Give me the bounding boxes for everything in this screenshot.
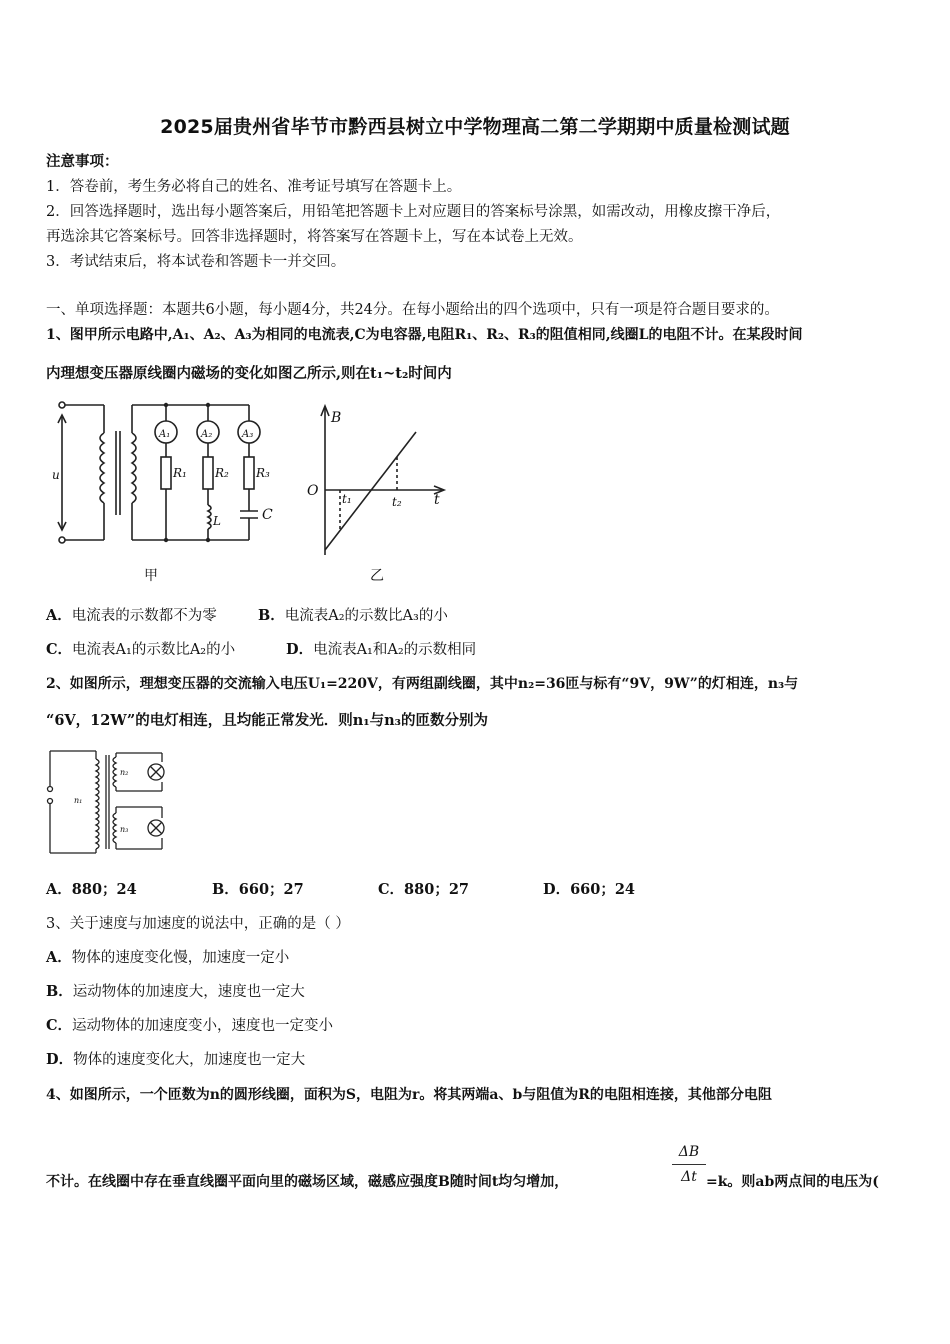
- label-t2: t₂: [392, 495, 402, 509]
- option-text: 660；27: [238, 881, 304, 898]
- option-text: 运动物体的加速度变小，速度也一定变小: [72, 1018, 334, 1034]
- label-u: u: [52, 468, 60, 482]
- transformer-figure: [44, 745, 174, 860]
- option-key: D．: [46, 1051, 74, 1068]
- q3-option-a[interactable]: [46, 948, 289, 968]
- option-key: B．: [212, 881, 239, 898]
- q2-option-d[interactable]: [543, 880, 635, 900]
- option-key: B．: [46, 983, 73, 1000]
- q3-option-d[interactable]: [46, 1050, 305, 1070]
- notice-item: 1．答卷前，考生务必将自己的姓名、准考证号填写在答题卡上。: [46, 179, 462, 195]
- option-text: 运动物体的加速度大，速度也一定大: [72, 984, 305, 1000]
- option-text: 物体的速度变化慢，加速度一定小: [71, 950, 290, 966]
- option-key: D．: [543, 881, 571, 898]
- circuit-figure-jia: [46, 395, 286, 590]
- label-r2: R₂: [215, 466, 229, 480]
- option-text: 660；24: [570, 881, 636, 898]
- q2-option-a[interactable]: [46, 880, 137, 900]
- option-text: 电流表的示数都不为零: [71, 608, 217, 624]
- section-heading: 一、单项选择题：本题共6小题，每小题4分，共24分。在每小题给出的四个选项中，只有一项是符合题目要求的。: [46, 302, 779, 318]
- q1-option-d[interactable]: [286, 640, 476, 660]
- notice-item: 3．考试结束后，将本试卷和答题卡一并交回。: [46, 254, 346, 270]
- option-text: 电流表A₁和A₂的示数相同: [313, 642, 477, 658]
- q4-stem-line1: 4、如图所示，一个匝数为n的圆形线圈，面积为S，电阻为r。将其两端a、b与阻值为R的电阻相连接，其他部分电阻: [46, 1087, 772, 1103]
- label-a3: A₃: [242, 429, 254, 440]
- label-l: L: [213, 514, 221, 528]
- option-text: 880；24: [71, 881, 137, 898]
- figure-caption-jia: 甲: [144, 568, 158, 584]
- option-key: D．: [286, 641, 314, 658]
- q2-option-c[interactable]: [378, 880, 469, 900]
- option-text: 电流表A₂的示数比A₃的小: [284, 608, 448, 624]
- label-r3: R₃: [256, 466, 270, 480]
- label-n2: n₂: [120, 768, 129, 777]
- label-t-axis: t: [434, 492, 440, 508]
- delta-b-over-delta-t: [672, 1144, 706, 1185]
- label-a2: A₂: [201, 429, 213, 440]
- page-title: 2025届贵州省毕节市黔西县树立中学物理高二第二学期期中质量检测试题: [160, 116, 790, 138]
- option-text: 物体的速度变化大，加速度也一定大: [73, 1052, 306, 1068]
- frac-bar: [672, 1164, 706, 1165]
- q3-stem: 3、关于速度与加速度的说法中，正确的是（ ）: [46, 916, 350, 932]
- q1-option-c[interactable]: [46, 640, 235, 660]
- q1-option-a[interactable]: [46, 606, 217, 626]
- notice-item: 再选涂其它答案标号。回答非选择题时，将答案写在答题卡上，写在本试卷上无效。: [46, 229, 583, 245]
- option-key: B．: [258, 607, 285, 624]
- option-key: A．: [46, 949, 72, 966]
- frac-denominator: Δt: [681, 1169, 697, 1185]
- bt-graph-yi: [300, 400, 460, 590]
- option-key: C．: [46, 1017, 73, 1034]
- q4-stem-line2b: =k。则ab两点间的电压为(: [706, 1174, 879, 1190]
- label-b-axis: B: [331, 410, 342, 426]
- q1-stem-line1: 1、图甲所示电路中,A₁、A₂、A₃为相同的电流表,C为电容器,电阻R₁、R₂、R₃的阻值相同,线圈L的电阻不计。在某段时间: [46, 327, 803, 343]
- option-key: C．: [46, 641, 73, 658]
- figure-caption-yi: 乙: [370, 568, 384, 584]
- q2-stem-line1: 2、如图所示，理想变压器的交流输入电压U₁=220V，有两组副线圈，其中n₂=36匝与标有“9V，9W”的灯相连，n₃与: [46, 676, 799, 692]
- q2-stem-line2: “6V，12W”的电灯相连，且均能正常发光．则n₁与n₃的匝数分别为: [46, 712, 489, 729]
- q1-stem-line2: 内理想变压器原线圈内磁场的变化如图乙所示,则在t₁~t₂时间内: [46, 365, 452, 382]
- label-origin: O: [307, 483, 319, 499]
- label-a1: A₁: [159, 429, 171, 440]
- q1-option-b[interactable]: [258, 606, 448, 626]
- label-n3: n₃: [120, 825, 129, 834]
- option-text: 电流表A₁的示数比A₂的小: [72, 642, 236, 658]
- q3-option-b[interactable]: [46, 982, 305, 1002]
- notice-heading: 注意事项：: [46, 153, 119, 170]
- notice-item: 2．回答选择题时，选出每小题答案后，用铅笔把答题卡上对应题目的答案标号涂黑，如需改动，用橡皮擦干净后，: [46, 204, 781, 220]
- label-r1: R₁: [173, 466, 187, 480]
- option-key: A．: [46, 607, 72, 624]
- label-c: C: [262, 507, 273, 523]
- option-key: C．: [378, 881, 405, 898]
- q3-option-c[interactable]: [46, 1016, 333, 1036]
- option-key: A．: [46, 881, 72, 898]
- option-text: 880；27: [404, 881, 469, 898]
- q2-option-b[interactable]: [212, 880, 304, 900]
- frac-numerator: ΔB: [678, 1144, 700, 1160]
- label-n1: n₁: [74, 796, 83, 805]
- q4-stem-line2a: 不计。在线圈中存在垂直线圈平面向里的磁场区域，磁感应强度B随时间t均匀增加，: [46, 1174, 569, 1190]
- label-t1: t₁: [342, 492, 352, 506]
